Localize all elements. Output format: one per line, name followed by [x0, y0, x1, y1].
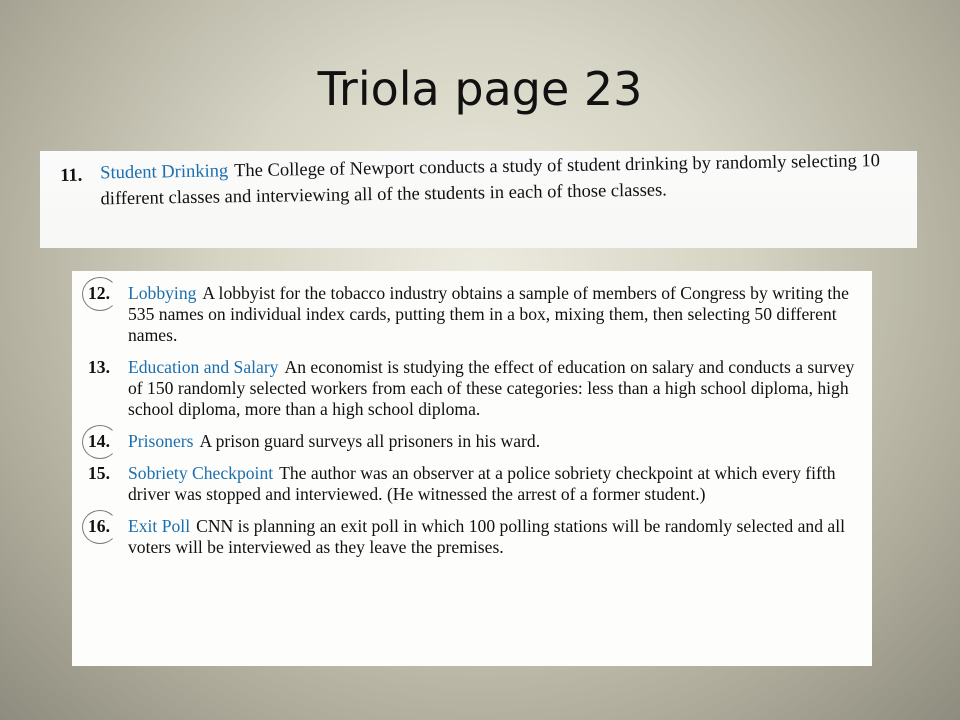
exercise-body: [128, 357, 858, 420]
exercise-text: The author was an observer at a police sobriety checkpoint at which every fifth driver was stopped and interviewed. (He witnessed the arrest of a former student.): [128, 463, 836, 504]
exercise-number: 15.: [88, 463, 110, 483]
exercise-11: [60, 148, 902, 213]
pen-circle-mark: [82, 510, 118, 544]
scanned-excerpt-exercises-12-16: [72, 271, 872, 666]
exercise-text: A lobbyist for the tobacco industry obtains a sample of members of Congress by writing the 535 names on individual index cards, putting them in a box, mixing them, then selecting 50 different names.: [128, 283, 849, 345]
exercise-text: CNN is planning an exit poll in which 100 polling stations will be randomly selected and all voters will be interviewed as they leave the premises.: [128, 516, 845, 557]
exercise-15: [88, 463, 858, 505]
exercise-body: [128, 283, 858, 346]
exercise-title: Student Drinking: [100, 161, 229, 184]
exercise-number: 13.: [88, 357, 110, 377]
exercise-number: 12.: [88, 283, 128, 304]
exercise-text: The College of Newport conducts a study of student drinking by randomly selecting 10 different classes and interviewing all of the students in each of those classes.: [100, 151, 881, 210]
exercise-body: [128, 431, 858, 452]
pen-circle-mark: [82, 425, 118, 459]
exercise-body: [128, 463, 858, 505]
exercise-title: Exit Poll: [128, 516, 191, 536]
exercise-13: [88, 357, 858, 420]
exercise-title: Prisoners: [128, 431, 194, 451]
pen-circle-mark: [82, 277, 118, 311]
slide-title: Triola page 23: [317, 62, 643, 116]
scanned-excerpt-exercise-11: [40, 151, 917, 248]
exercise-14: [88, 431, 858, 452]
exercise-number: 14.: [88, 431, 128, 452]
exercise-body: [128, 516, 858, 558]
exercise-12: [88, 283, 858, 346]
exercise-text: An economist is studying the effect of education on salary and conducts a survey of 150 randomly selected workers from each of these categories: less than a high school diploma, high school diploma, more than a high school diploma.: [128, 357, 855, 419]
exercise-number: 11.: [60, 165, 83, 186]
exercise-16: [88, 516, 858, 558]
exercise-number: 16.: [88, 516, 128, 537]
exercise-title: Education and Salary: [128, 357, 279, 377]
exercise-title: Lobbying: [128, 283, 197, 303]
exercise-body: [100, 148, 902, 213]
exercise-title: Sobriety Checkpoint: [128, 463, 274, 483]
exercise-text: A prison guard surveys all prisoners in his ward.: [199, 431, 541, 451]
